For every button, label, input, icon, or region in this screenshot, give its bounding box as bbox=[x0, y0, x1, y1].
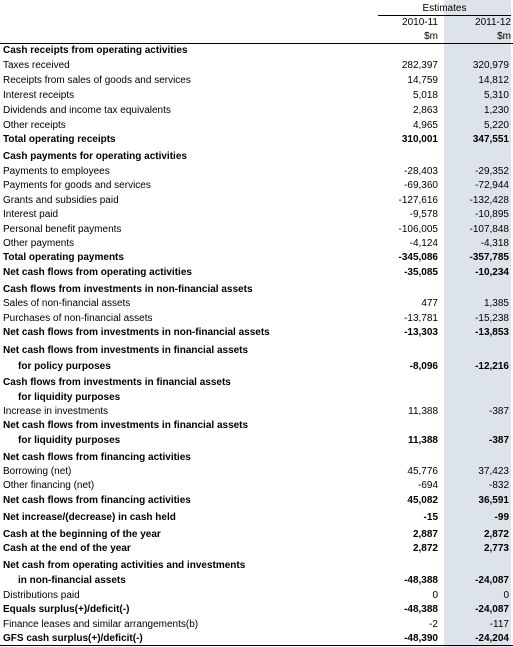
value-2010-11: -9,578 bbox=[409, 209, 438, 220]
table-row bbox=[0, 326, 513, 339]
value-2010-11: 0 bbox=[432, 590, 438, 601]
value-2011-12: 0 bbox=[503, 590, 509, 601]
value-2010-11: 11,388 bbox=[408, 406, 438, 417]
row-label: Distributions paid bbox=[3, 590, 80, 601]
row-label: Net cash flows from financing activities bbox=[3, 495, 191, 506]
value-2011-12: -72,944 bbox=[475, 180, 509, 191]
value-2010-11: 477 bbox=[421, 298, 438, 309]
row-label: Grants and subsidies paid bbox=[3, 195, 119, 206]
value-2011-12: 5,220 bbox=[483, 120, 509, 131]
value-2010-11: -48,390 bbox=[404, 633, 438, 644]
table-row bbox=[0, 391, 513, 404]
value-2011-12: -24,204 bbox=[475, 633, 509, 644]
table-row bbox=[0, 344, 513, 357]
value-2011-12: -107,848 bbox=[469, 224, 509, 235]
value-2010-11: -694 bbox=[417, 480, 438, 491]
value-2011-12: -387 bbox=[488, 406, 509, 417]
table-row bbox=[0, 251, 513, 264]
table-row bbox=[0, 150, 513, 163]
value-2011-12: 1,385 bbox=[483, 298, 509, 309]
row-label: Other financing (net) bbox=[3, 480, 95, 491]
value-2010-11: 4,965 bbox=[412, 120, 438, 131]
row-label: Interest receipts bbox=[3, 90, 75, 101]
row-label: Cash flows from investments in financial assets bbox=[3, 377, 231, 388]
value-2010-11: -4,124 bbox=[409, 238, 438, 249]
table-row bbox=[0, 208, 513, 221]
value-2011-12: 2,773 bbox=[483, 543, 509, 554]
row-label: in non-financial assets bbox=[18, 575, 126, 586]
value-2010-11: -48,388 bbox=[404, 575, 438, 586]
table-row bbox=[0, 133, 513, 146]
table-row bbox=[0, 542, 513, 555]
row-label: Net cash flows from investments in non-financial assets bbox=[3, 327, 270, 338]
table-row bbox=[0, 405, 513, 418]
table-row bbox=[0, 559, 513, 572]
row-label: for liquidity purposes bbox=[18, 392, 121, 403]
table-row bbox=[0, 528, 513, 541]
value-2011-12: -24,087 bbox=[475, 575, 509, 586]
table-row bbox=[0, 179, 513, 192]
value-2011-12: -15,238 bbox=[475, 313, 509, 324]
value-2010-11: 310,001 bbox=[401, 134, 438, 145]
row-label: Net increase/(decrease) in cash held bbox=[3, 512, 176, 523]
value-2010-11: -106,005 bbox=[398, 224, 438, 235]
row-label: Payments to employees bbox=[3, 166, 110, 177]
value-2011-12: -10,234 bbox=[475, 267, 509, 278]
col2-year: 2011-12 bbox=[475, 17, 511, 28]
value-2011-12: -357,785 bbox=[469, 252, 509, 263]
value-2010-11: -28,403 bbox=[404, 166, 438, 177]
row-label: Cash at the beginning of the year bbox=[3, 529, 161, 540]
estimates-rule bbox=[378, 15, 511, 16]
table-row bbox=[0, 511, 513, 524]
table-row bbox=[0, 89, 513, 102]
value-2011-12: -4,318 bbox=[480, 238, 509, 249]
value-2011-12: -29,352 bbox=[475, 166, 509, 177]
row-label: Equals surplus(+)/deficit(-) bbox=[3, 604, 130, 615]
row-label: Net cash flows from operating activities bbox=[3, 267, 192, 278]
row-label: Personal benefit payments bbox=[3, 224, 122, 235]
table-row bbox=[0, 589, 513, 602]
table-row bbox=[0, 223, 513, 236]
row-label: Borrowing (net) bbox=[3, 466, 72, 477]
row-label: Cash receipts from operating activities bbox=[3, 45, 188, 56]
row-label: Cash flows from investments in non-financial assets bbox=[3, 284, 253, 295]
row-label: Net cash flows from investments in financial assets bbox=[3, 420, 249, 431]
row-label: Purchases of non-financial assets bbox=[3, 313, 153, 324]
value-2010-11: 11,388 bbox=[407, 435, 438, 446]
table-row bbox=[0, 283, 513, 296]
row-label: Dividends and income tax equivalents bbox=[3, 105, 171, 116]
row-label: Finance leases and similar arrangements(b) bbox=[3, 619, 199, 630]
table-row bbox=[0, 297, 513, 310]
row-label: Taxes received bbox=[3, 60, 70, 71]
table-row bbox=[0, 165, 513, 178]
row-label: Net cash from operating activities and investments bbox=[3, 560, 246, 571]
value-2011-12: -10,895 bbox=[475, 209, 509, 220]
value-2011-12: 37,423 bbox=[478, 466, 509, 477]
value-2010-11: 14,759 bbox=[407, 75, 438, 86]
row-label: for policy purposes bbox=[18, 361, 111, 372]
value-2011-12: 5,310 bbox=[483, 90, 509, 101]
table-row bbox=[0, 419, 513, 432]
value-2011-12: -387 bbox=[488, 435, 509, 446]
value-2011-12: 2,872 bbox=[483, 529, 509, 540]
table-row bbox=[0, 119, 513, 132]
value-2010-11: 45,776 bbox=[407, 466, 438, 477]
row-label: Interest paid bbox=[3, 209, 59, 220]
value-2011-12: -12,216 bbox=[475, 361, 509, 372]
row-label: Net cash flows from financing activities bbox=[3, 452, 191, 463]
table-row bbox=[0, 494, 513, 507]
value-2010-11: 2,872 bbox=[412, 543, 438, 554]
value-2010-11: 45,082 bbox=[407, 495, 438, 506]
value-2010-11: -48,388 bbox=[404, 604, 438, 615]
value-2011-12: -99 bbox=[494, 512, 509, 523]
table-row bbox=[0, 574, 513, 587]
table-row bbox=[0, 59, 513, 72]
table-row bbox=[0, 632, 513, 645]
value-2011-12: -117 bbox=[489, 619, 509, 630]
table-row bbox=[0, 451, 513, 464]
table-bottom-rule bbox=[0, 645, 513, 646]
value-2011-12: 1,230 bbox=[483, 105, 509, 116]
col1-year: 2010-11 bbox=[402, 17, 438, 28]
table-row bbox=[0, 237, 513, 250]
value-2010-11: -345,086 bbox=[398, 252, 438, 263]
table-row bbox=[0, 360, 513, 373]
value-2011-12: 347,551 bbox=[472, 134, 509, 145]
row-label: Total operating payments bbox=[3, 252, 124, 263]
value-2010-11: 282,397 bbox=[401, 60, 438, 71]
value-2011-12: -132,428 bbox=[469, 195, 509, 206]
row-label: Other receipts bbox=[3, 120, 66, 131]
table-row bbox=[0, 44, 513, 57]
value-2010-11: -2 bbox=[429, 619, 438, 630]
value-2010-11: -69,360 bbox=[404, 180, 438, 191]
row-label: Receipts from sales of goods and services bbox=[3, 75, 191, 86]
table-row bbox=[0, 434, 513, 447]
row-label: Payments for goods and services bbox=[3, 180, 151, 191]
row-label: Increase in investments bbox=[3, 406, 109, 417]
row-label: Net cash flows from investments in financial assets bbox=[3, 345, 249, 356]
estimates-header: Estimates bbox=[422, 3, 467, 14]
value-2011-12: -13,853 bbox=[475, 327, 509, 338]
row-label: for liquidity purposes bbox=[18, 435, 121, 446]
value-2011-12: 320,979 bbox=[472, 60, 509, 71]
table-row bbox=[0, 603, 513, 616]
table-row bbox=[0, 376, 513, 389]
table-row bbox=[0, 618, 513, 631]
value-2010-11: -8,096 bbox=[409, 361, 438, 372]
table-row bbox=[0, 266, 513, 279]
col1-unit: $m bbox=[424, 31, 438, 42]
value-2011-12: -24,087 bbox=[475, 604, 509, 615]
col2-unit: $m bbox=[497, 31, 511, 42]
row-label: Cash at the end of the year bbox=[3, 543, 131, 554]
value-2011-12: 14,812 bbox=[478, 75, 509, 86]
value-2010-11: -35,085 bbox=[404, 267, 438, 278]
value-2010-11: 5,018 bbox=[412, 90, 438, 101]
table-row bbox=[0, 74, 513, 87]
value-2011-12: -832 bbox=[488, 480, 509, 491]
value-2011-12: 36,591 bbox=[478, 495, 509, 506]
row-label: Cash payments for operating activities bbox=[3, 151, 187, 162]
value-2010-11: 2,863 bbox=[412, 105, 438, 116]
value-2010-11: -13,303 bbox=[404, 327, 438, 338]
value-2010-11: 2,887 bbox=[412, 529, 438, 540]
table-row bbox=[0, 194, 513, 207]
value-2010-11: -15 bbox=[423, 512, 438, 523]
row-label: GFS cash surplus(+)/deficit(-) bbox=[3, 633, 143, 644]
table-row bbox=[0, 479, 513, 492]
table-row bbox=[0, 465, 513, 478]
row-label: Sales of non-financial assets bbox=[3, 298, 131, 309]
table-row bbox=[0, 312, 513, 325]
row-label: Other payments bbox=[3, 238, 75, 249]
value-2010-11: -127,616 bbox=[398, 195, 438, 206]
value-2010-11: -13,781 bbox=[404, 313, 438, 324]
table-row bbox=[0, 104, 513, 117]
row-label: Total operating receipts bbox=[3, 134, 116, 145]
